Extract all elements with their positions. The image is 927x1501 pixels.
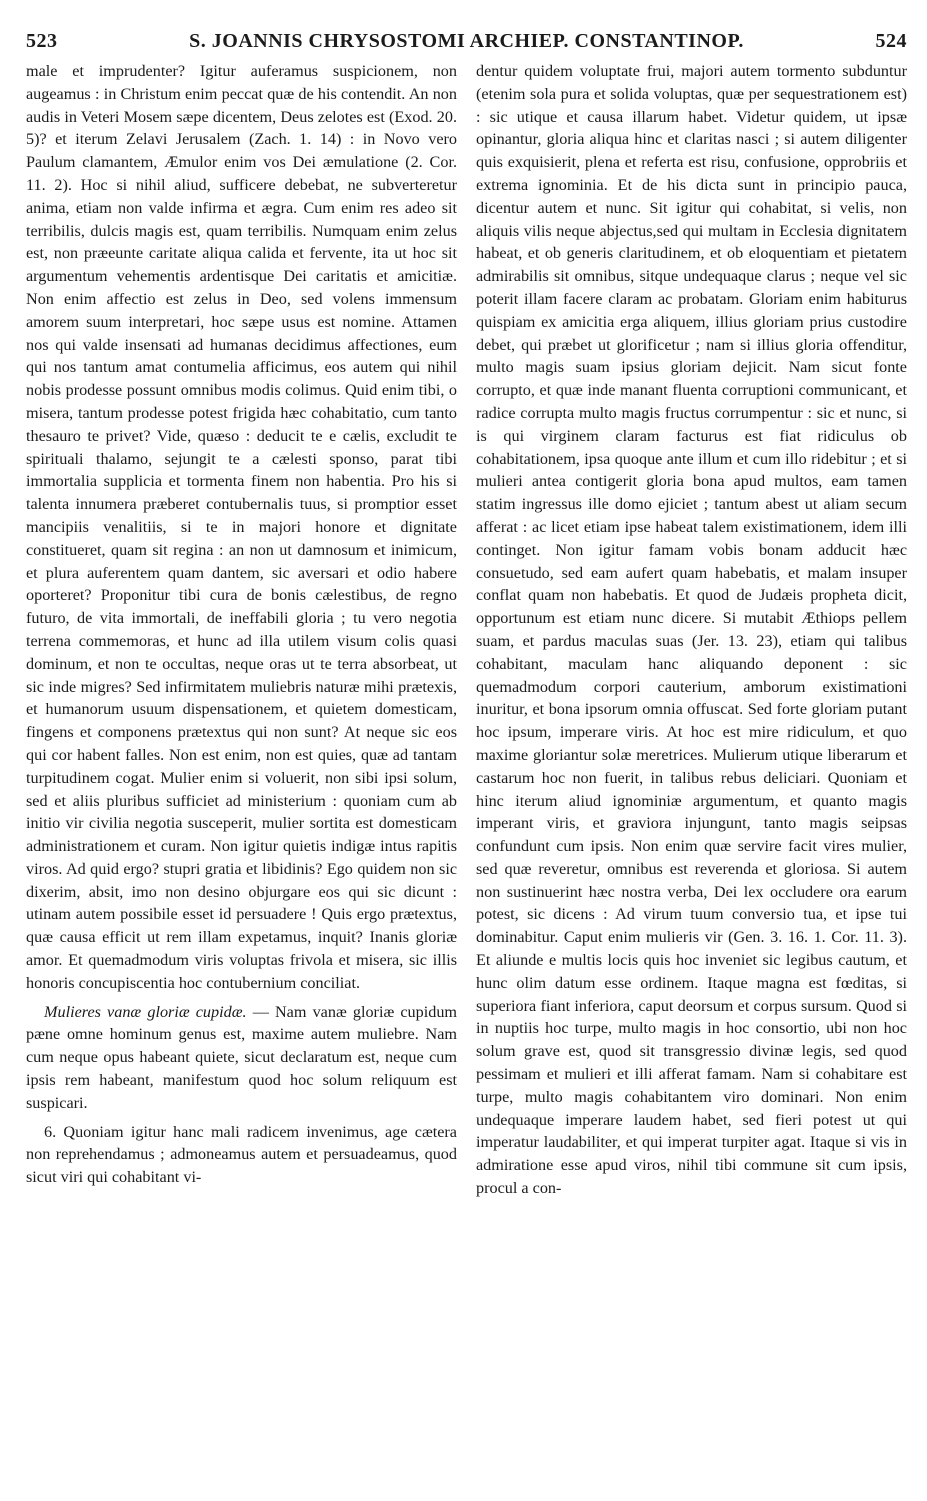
left-paragraph-1: male et imprudenter? Igitur auferamus suspicionem, non augeamus : in Christum enim peccat quæ de his contendit. An non audis in Veteri Mosem sæpe dicentem, Deus zelotes est (Exod. 20. 5)? et iterum Zelavi Jerusalem (Zach. 1. 14) : in Novo vero Paulum clamantem, Æmulor enim vos Dei æmulatione (2. Cor. 11. 2). Hoc si nihil aliud, sufficere debebat, ne subverteretur anima, etiam non valde infirma et ægra. Cum enim res adeo sit terribilis, dulcis magis est, quam terribilis. Numquam enim zelus est, non præeunte caritate aliqua calida et fervente, ita ut hoc sit argumentum vehementis ardentisque Dei caritatis et amicitiæ. Non enim affectio est zelus in Deo, sed volens immensum amorem suum interpretari, hoc sæpe usus est nomine. Attamen nos qui valde insensati ad humanas decidimus affectiones, eum qui nos tantum amat contumelia afficimus, eos autem qui nihil nobis prodesse possunt omnibus modis colimus. Quid enim tibi, o misera, tantum prodesse potest frigida hæc cohabitatio, cum tanto thesauro te privet? Vide, quæso : deducit te e cælis, excludit te spirituali thalamo, sejungit te a cælesti sponso, parat tibi immortalia supplicia et tormenta finem non habentia. Pro his si talenta innumera præberet contubernalis tuus, si promptior esset mancipiis venalitiis, si te in majori honore et dignitate constitueret, quam sit regina : an non ut damnosum et inimicum, et plura auferentem quam dantem, sic aversari et odio habere oporteret? Proponitur tibi cura de bonis cælestibus, de regno futuro, de vita immortali, de ineffabili gloria ; tu vero negotia terrena commemoras, et hunc ad illa utilem visum colis quasi dominum, et non te occultas, neque oras ut te terra absorbeat, ut sic inde migres? Sed infirmitatem muliebris naturæ mihi prætexis, et humanorum usuum dispensationem, et quietem domesticam, fingens et componens prætextus qui non sunt? At neque sic eos qui cor habent falles. Non est enim, non est quies, quæ ad tantam turpitudinem cogat. Mulier enim si voluerit, non sibi ipsi solum, sed et aliis pluribus sufficiet ad ministerium : quoniam cum ab initio vir civilia negotia susceperit, mulier sortita est domesticam administrationem et curam. Non igitur quietis indigæ intus rapitis viros. Ad quid ergo? stupri gratia et libidinis? Ego quidem non sic dixerim, absit, imo non desino objurgare eos qui sic dicunt : utinam autem possibile esset id persuadere ! Quis ergo prætextus, quæ causa efficit ut rem illam expetamus, inquit? Inanis gloriæ amor. Et quemadmodum viris voluptas frivola et misera, sic illis honoris concupiscentia hoc contubernium conciliat. [26, 62, 457, 992]
section-heading: Mulieres vanæ gloriæ cupidæ. [44, 1002, 247, 1021]
running-header [26, 30, 907, 54]
right-column [476, 60, 907, 1200]
right-paragraph-1: dentur quidem voluptate frui, majori autem tormento subduntur (etenim sola pura et solida voluptas, quæ per sequestrationem est) : sic utique et causa illarum habet. Videtur quidem, ut ipsæ opinantur, gloria aliqua hinc et claritas nasci ; si autem diligenter quis exquisierit, plena et referta est risu, confusione, opprobriis et extrema ignominia. Et de his dicta sunt in principio pauca, dicentur autem et nunc. Sit igitur qui cohabitat, si velis, non aliquis vilis neque abjectus,sed qui multam in Ecclesia dignitatem habeat, et ob generis claritudinem, et ob eloquentiam et pietatem admirabilis sit omnibus, sitque undequaque clarus ; neque vel sic poterit illam facere claram ac probatam. Gloriam enim habiturus quispiam ex amicitia erga aliquem, illius gloriam prius custodire debet, qui præbet ut glorificetur ; nam si illius gloria offenditur, multo magis suam ipsius gloriam dejicit. Nam sicut fonte corrupto, et quæ inde manant fluenta corruptioni communicant, et radice corrupta multo magis fructus corrumpentur : sic et nunc, si is qui virginem claram facturus est fiat ridiculus ob cohabitationem, ipsa quoque ante illum et cum illo ridebitur ; et si mulieri antea contigerit gloria bona apud multos, eam tamen statim ingressus ille domo ejiciet ; tantum abest ut aliam secum afferat : ac licet etiam ipse habeat talem existimationem, idem illi continget. Non igitur famam vobis bonam adducit hæc consuetudo, sed eam aufert quam habebatis, et malam insuper conflat quam non habebatis. Et quod de Judæis propheta dicit, opportunum est etiam nunc dicere. Si mutabit Æthiops pellem suam, et pardus maculas suas (Jer. 13. 23), etiam qui talibus cohabitant, maculam hanc aliquando deponent : sic quemadmodum corpori cauterium, amborum existimationi inuritur, et bona ipsorum omnia offuscat. Sed forte gloriam putant hoc ipsum, imperare viris. At hoc est mire ridiculum, et quo maxime gloriantur solæ meretrices. Mulierum utique liberarum et castarum hoc non fuerit, in talibus rebus deliciari. Quoniam et hinc iterum aliud ignominiæ argumentum, et quanto magis imperant viris, et graviora injungunt, tanto magis seipsas confundunt cum ipsis. Non enim quæ servire facit vires mulier, sed quæ reveretur, omnibus est reverenda et gloriosa. Si autem non sustinuerint hæc nostra verba, Dei lex occludere ora earum potest, sic dicens : Ad virum tuum conversio tua, et ipse tui dominabitur. Caput enim mulieris vir (Gen. 3. 16. 1. Cor. 11. 3). Et aliunde e multis locis quis hoc inveniet sic legibus cautum, et hunc olim datum esse ordinem. Itaque magna est fœditas, si superiora fiant inferiora, caput deorsum et corpus sursum. Quod si in nuptiis hoc turpe, multo magis in hoc consortio, ubi non hoc solum grave est, quod sit transgressio divinæ legis, sed quod pessimam et mulieri et illi afferat famam. Nam si cohabitare est turpe, multo magis cohabitantem viro dominari. Non enim undequaque imperare laudem habet, sed fieri potest ut qui imperatur laudabiliter, et qui imperat turpiter agat. Itaque si vis in admiratione esse apud viros, nihil tibi commune sit cum ipsis, procul a con- [476, 62, 907, 1198]
left-paragraph-2-text: — Nam vanæ gloriæ cupidum pæne omne hominum genus est, maxime autem muliebre. Nam cum neque opus habeant quiete, sicut declaratum est, neque cum ipsis rem habeant, manifestum quod hoc solum reliquum est suspicari. [26, 1002, 458, 1112]
left-paragraph-2 [26, 1001, 457, 1115]
running-title: S. JOANNIS CHRYSOSTOMI ARCHIEP. CONSTANTINOP. [189, 30, 744, 52]
page-number-left: 523 [26, 30, 58, 52]
page-number-right: 524 [875, 30, 907, 52]
left-paragraph-3: 6. Quoniam igitur hanc mali radicem invenimus, age cætera non reprehendamus ; admoneamus autem et persuadeamus, quod sicut viri qui cohabitant vi- [26, 1122, 457, 1187]
text-columns [26, 60, 907, 1491]
left-column [26, 60, 457, 1189]
